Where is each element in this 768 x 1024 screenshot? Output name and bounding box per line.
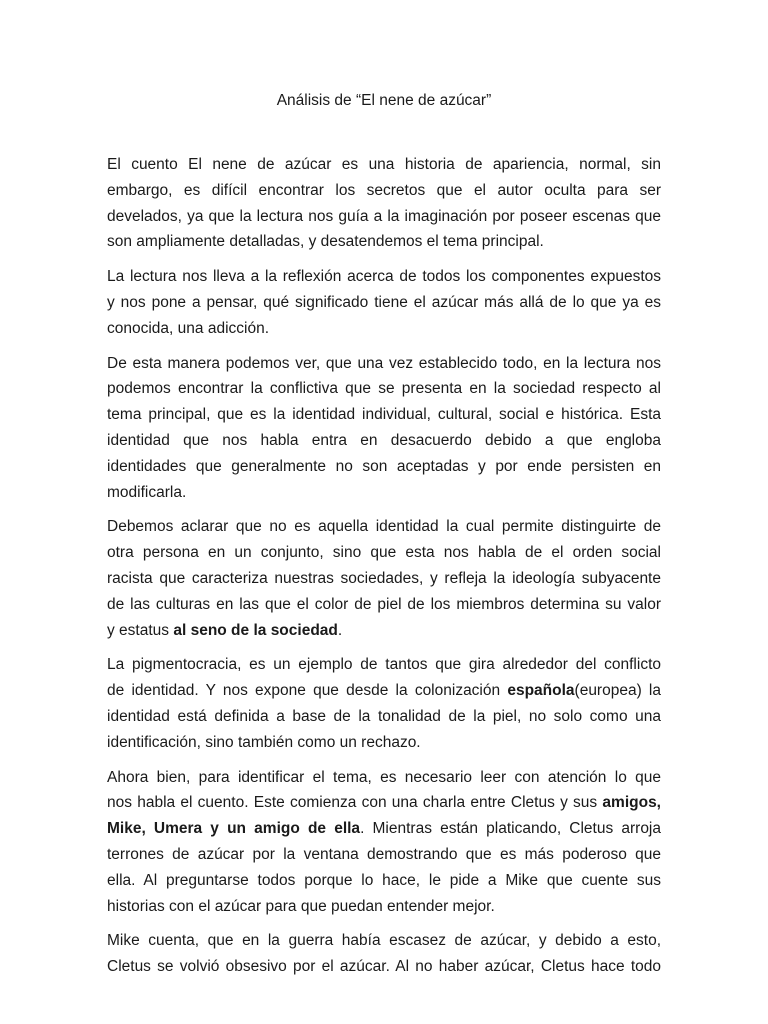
text-run: y estatus [107, 621, 174, 639]
text-line [107, 954, 661, 980]
text-line [107, 618, 661, 644]
text-run: son ampliamente detalladas, y desatendemos el tema principal. [107, 233, 544, 251]
document-body [107, 152, 661, 989]
text-line [107, 678, 661, 704]
text-line [107, 376, 661, 402]
text-line [107, 765, 661, 791]
text-run: . Mientras están platicando, Cletus arroja [360, 820, 661, 838]
paragraph [107, 765, 661, 920]
text-line [107, 290, 661, 316]
text-line [107, 428, 661, 454]
text-run: Cletus se volvió obsesivo por el azúcar. Al no haber azúcar, Cletus hace todo [107, 958, 661, 976]
text-line [107, 402, 661, 428]
paragraph [107, 652, 661, 755]
text-run: La lectura nos lleva a la reflexión acerca de todos los componentes expuestos [107, 268, 661, 286]
text-run: de las culturas en las que el color de piel de los miembros determina su valor [107, 595, 661, 613]
text-run: Ahora bien, para identificar el tema, es necesario leer con atención lo que [107, 768, 661, 786]
text-line [107, 204, 661, 230]
text-run: y nos pone a pensar, qué significado tiene el azúcar más allá de lo que ya es [107, 293, 661, 311]
text-run: terrones de azúcar por la ventana demostrando que es más poderoso que [107, 845, 661, 863]
text-run: De esta manera podemos ver, que una vez establecido todo, en la lectura nos [107, 354, 661, 372]
text-line [107, 264, 661, 290]
text-run: identidad que nos habla entra en desacuerdo debido a que engloba [107, 431, 661, 449]
text-run: conocida, una adicción. [107, 319, 270, 337]
text-run: identidades que generalmente no son aceptadas y por ende persisten en [107, 457, 661, 475]
text-run: identificación, sino también como un rechazo. [107, 733, 421, 751]
text-line [107, 566, 661, 592]
text-line [107, 540, 661, 566]
text-line [107, 868, 661, 894]
paragraph [107, 514, 661, 643]
text-run: identidad está definida a base de la tonalidad de la piel, no solo como una [107, 707, 661, 725]
text-line [107, 928, 661, 954]
text-line [107, 816, 661, 842]
bold-text: al seno de la sociedad [173, 621, 338, 639]
bold-text: amigos, [602, 794, 661, 812]
text-line [107, 480, 661, 506]
paragraph [107, 351, 661, 506]
text-line [107, 152, 661, 178]
text-line [107, 178, 661, 204]
text-run: (europea) la [574, 682, 661, 700]
text-run: develados, ya que la lectura nos guía a la imaginación por poseer escenas que [107, 207, 661, 225]
text-line [107, 790, 661, 816]
text-run: . [337, 621, 343, 639]
text-run: de identidad. Y nos expone que desde la colonización [107, 682, 508, 700]
text-line [107, 704, 661, 730]
text-run: podemos encontrar la conflictiva que se presenta en la sociedad respecto al [107, 380, 661, 398]
text-run: historias con el azúcar para que puedan entender mejor. [107, 897, 495, 915]
text-line [107, 842, 661, 868]
text-line [107, 454, 661, 480]
paragraph [107, 928, 661, 980]
text-run: modificarla. [107, 483, 187, 501]
text-line [107, 229, 661, 255]
text-line [107, 730, 661, 756]
text-line [107, 652, 661, 678]
text-run: racista que caracteriza nuestras sociedades, y refleja la ideología subyacente [107, 569, 661, 587]
text-run: nos habla el cuento. Este comienza con una charla entre Cletus y sus [107, 794, 603, 812]
text-line [107, 316, 661, 342]
text-run: Mike cuenta, que en la guerra había escasez de azúcar, y debido a esto, [107, 932, 661, 950]
document-title: Análisis de “El nene de azúcar” [276, 92, 492, 109]
text-line [107, 592, 661, 618]
text-run: tema principal, que es la identidad individual, cultural, social e histórica. Esta [107, 406, 661, 424]
text-run: ella. Al preguntarse todos porque lo hace, le pide a Mike que cuente sus [107, 871, 661, 889]
bold-text: Mike, Umera y un amigo de ella [107, 820, 361, 838]
bold-text: española [507, 682, 575, 700]
text-run: embargo, es difícil encontrar los secretos que el autor oculta para ser [107, 181, 661, 199]
paragraph [107, 264, 661, 341]
text-run: El cuento El nene de azúcar es una historia de apariencia, normal, sin [107, 156, 661, 173]
text-run: otra persona en un conjunto, sino que esta nos habla de el orden social [107, 544, 661, 562]
text-line [107, 514, 661, 540]
paragraph [107, 152, 661, 255]
text-run: Debemos aclarar que no es aquella identidad la cual permite distinguirte de [107, 518, 661, 536]
text-line [107, 351, 661, 377]
text-run: La pigmentocracia, es un ejemplo de tantos que gira alrededor del conflicto [107, 656, 661, 674]
text-line [107, 894, 661, 920]
